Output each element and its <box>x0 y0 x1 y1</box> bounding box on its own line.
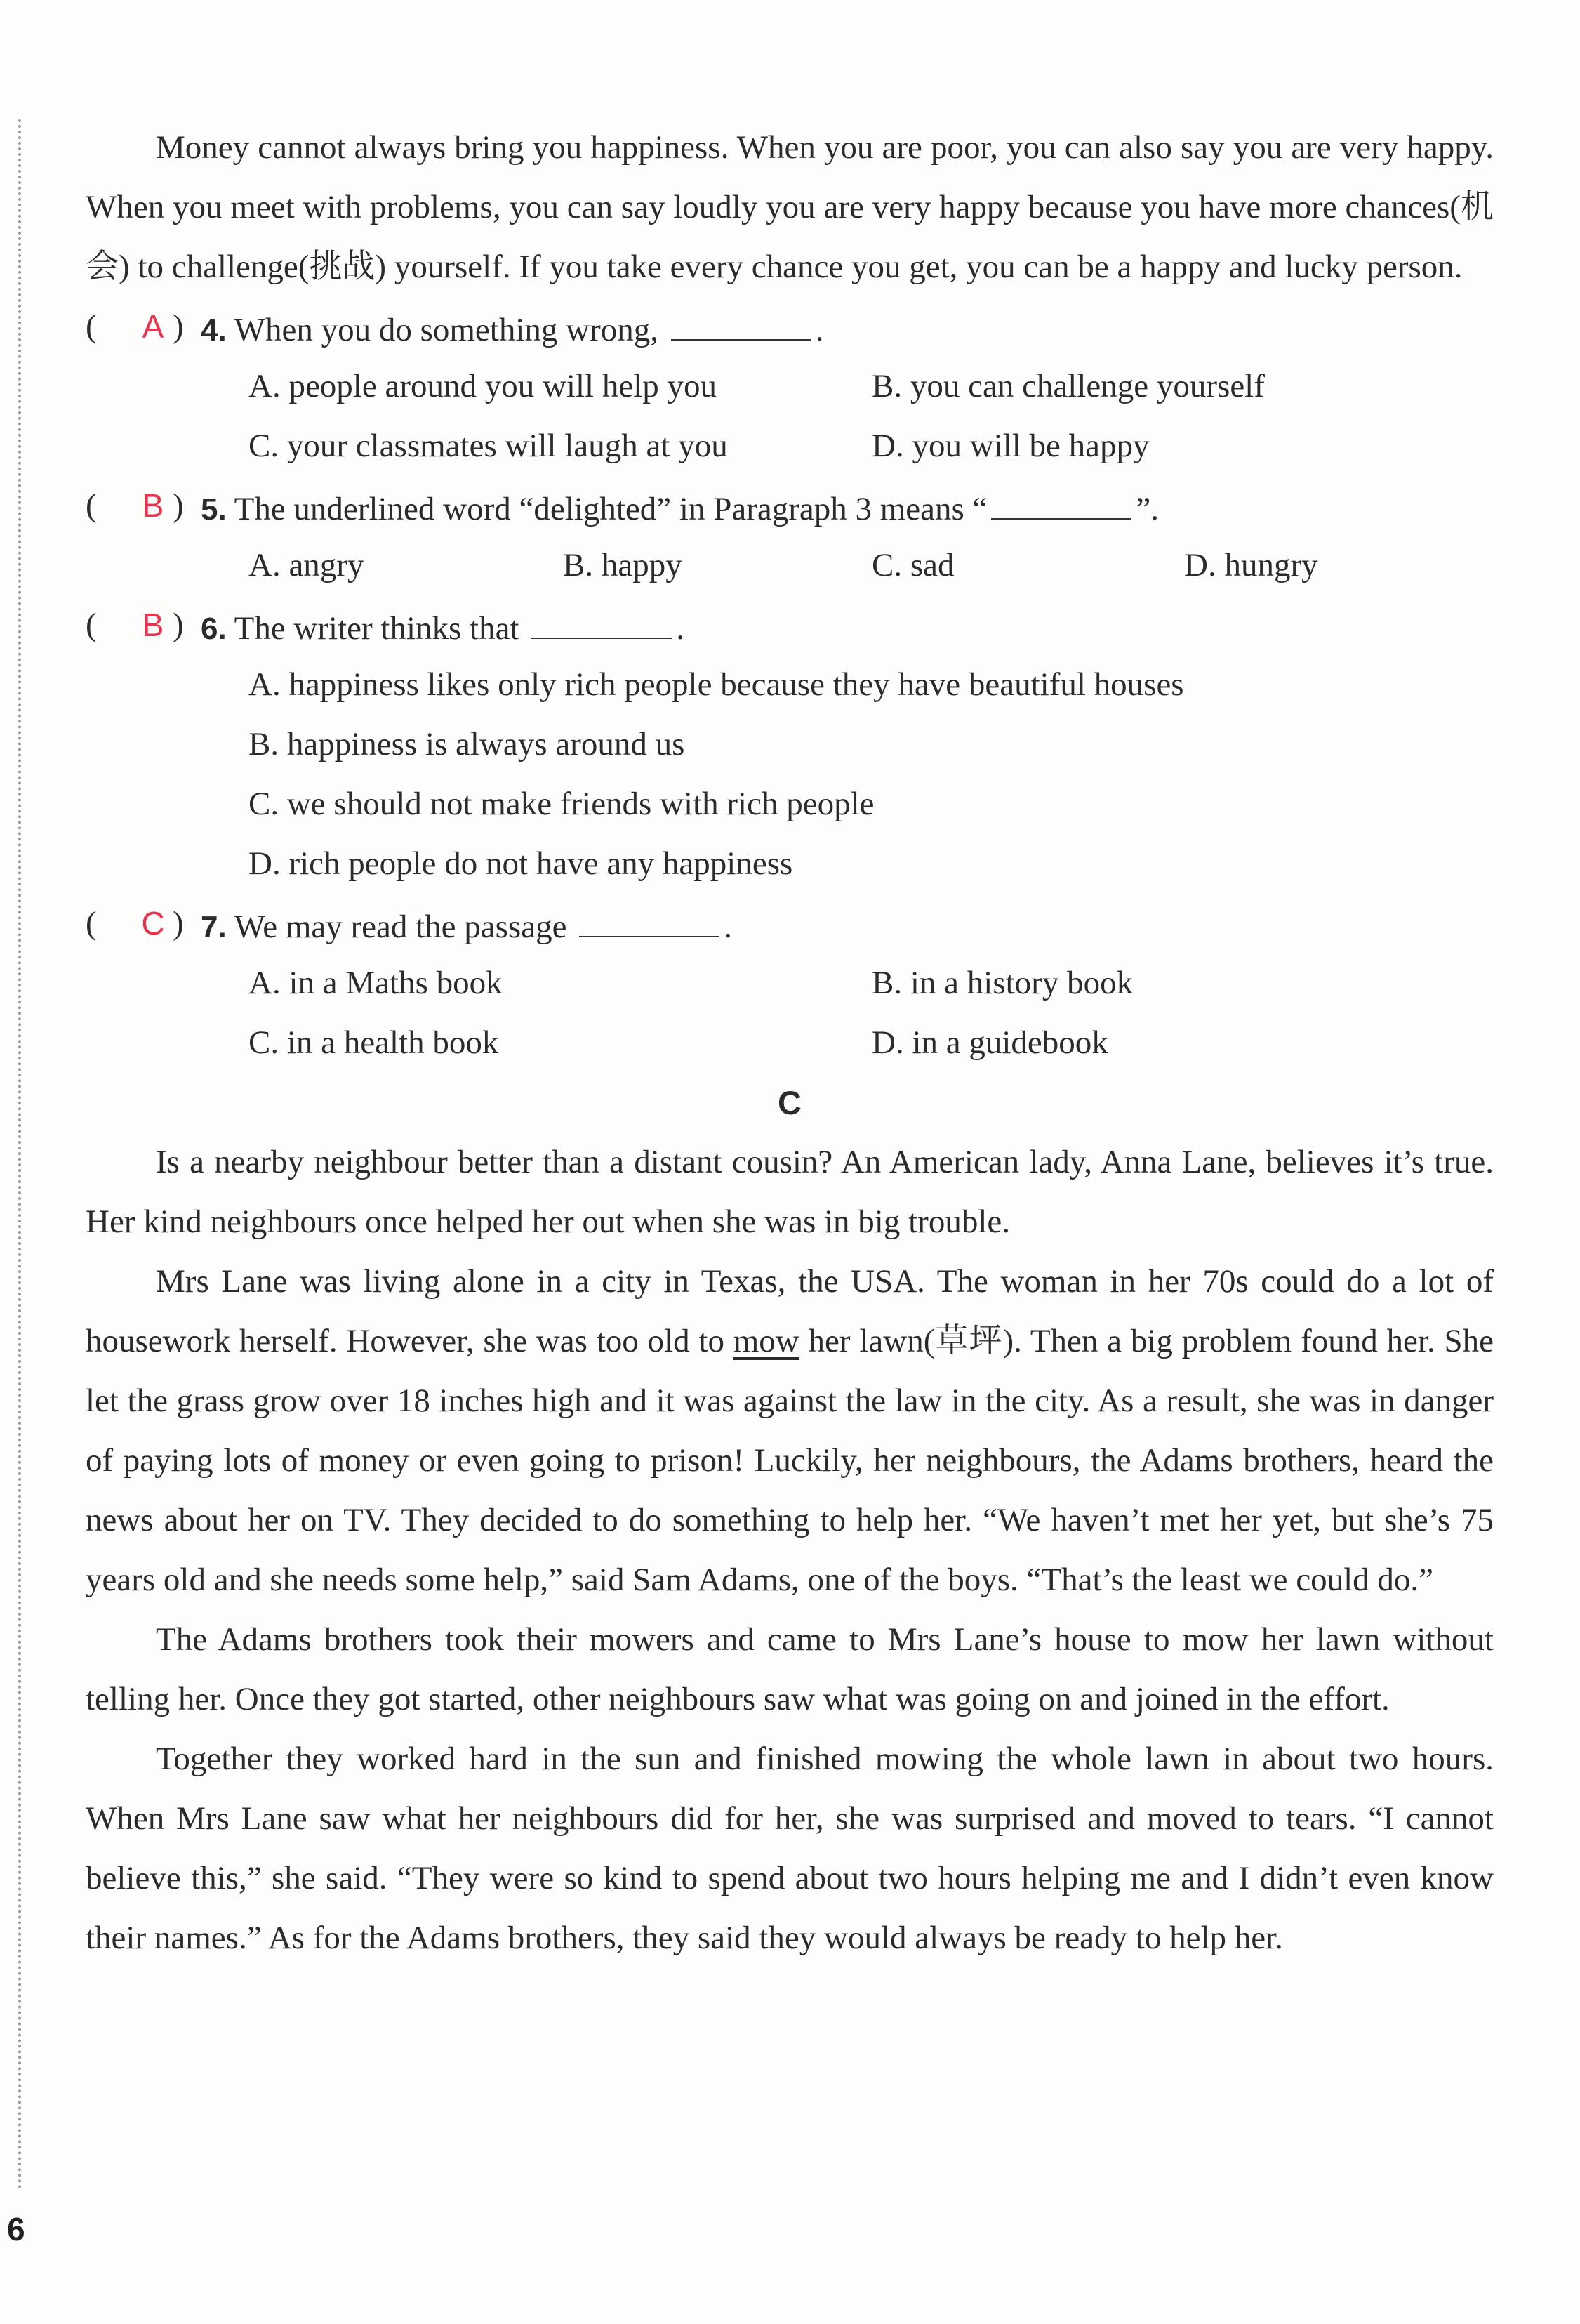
option-a: A. people around you will help you <box>248 368 717 404</box>
options-row <box>86 536 1494 595</box>
open-paren: ( <box>86 487 97 524</box>
option-d: D. rich people do not have any happiness <box>248 845 793 882</box>
option-c: C. in a health book <box>248 1024 499 1061</box>
question-5 <box>86 476 1494 536</box>
option-c: C. sad <box>872 547 955 583</box>
answer-mark-5: B <box>142 487 164 524</box>
question-number: 5. <box>201 492 227 527</box>
stem-end: . <box>724 909 732 945</box>
option-b: B. you can challenge yourself <box>872 368 1265 404</box>
question-stem-7 <box>201 894 732 957</box>
section-c-heading: C <box>778 1084 802 1121</box>
binding-dotted-line <box>18 119 21 2191</box>
options-row <box>86 774 1494 834</box>
question-stem-4 <box>201 297 824 360</box>
paragraph-text: her lawn(草坪). Then a big problem found her. She let the grass grow over 18 inches high and it was against the law in the city. As a result, she was in danger of paying lots of money or even going to prison! Luckily, her neighbours, the Adams brothers, heard the news about her on TV. They decided to do something to help her. “We haven’t met her yet, but she’s 75 years old and she needs some help,” said Sam Adams, one of the boys. “That’s the least we could do.” <box>86 1323 1494 1598</box>
open-paren: ( <box>86 905 97 942</box>
question-stem-5 <box>201 476 1159 539</box>
option-c: C. we should not make friends with rich people <box>248 786 875 822</box>
option-b: B. happiness is always around us <box>248 726 685 762</box>
underlined-word-mow: mow <box>733 1323 799 1359</box>
answer-mark-4: A <box>142 308 164 345</box>
option-a: A. happiness likes only rich people because they have beautiful houses <box>248 666 1184 703</box>
close-paren: ) <box>173 905 184 942</box>
options-row <box>86 416 1494 476</box>
open-paren: ( <box>86 607 97 643</box>
stem-text: The writer thinks that <box>234 610 519 647</box>
passage-b-final-paragraph: Money cannot always bring you happiness. When you are poor, you can also say you are very happy. When you meet with problems, you can say loudly you are very happy because you have more chances(机会) to challenge(挑战) yourself. If you take every chance you get, you can be a happy and lucky person. <box>86 129 1494 285</box>
close-paren: ) <box>173 487 184 524</box>
option-a: A. in a Maths book <box>248 965 503 1001</box>
options-row <box>86 357 1494 416</box>
stem-text: When you do something wrong, <box>234 312 658 348</box>
close-paren: ) <box>173 607 184 643</box>
question-number: 6. <box>201 612 227 646</box>
paragraph-text: Mrs Lane was living alone in a city in Texas, the USA. The woman in her 70s could do a lot of housework herself. However, she was too old to <box>86 1263 1494 1359</box>
options-row <box>86 834 1494 894</box>
option-c: C. your classmates will laugh at you <box>248 428 728 464</box>
stem-end: . <box>676 610 685 647</box>
section-c-paragraph-4: Together they worked hard in the sun and finished mowing the whole lawn in about two hours. When Mrs Lane saw what her neighbours did for her, she was surprised and moved to tears. “I cannot believe this,” she said. “They were so kind to spend about two hours helping me and I didn’t even know their names.” As for the Adams brothers, they said they would always be ready to help her. <box>86 1741 1494 1956</box>
stem-text: The underlined word “delighted” in Paragraph 3 means “ <box>234 491 988 527</box>
options-row <box>86 1013 1494 1073</box>
options-row <box>86 655 1494 715</box>
close-paren: ) <box>173 308 184 345</box>
worksheet-page <box>86 118 1494 1968</box>
option-a: A. angry <box>248 547 364 583</box>
section-c-paragraph-2 <box>86 1252 1494 1610</box>
question-stem-6 <box>201 595 684 659</box>
section-c-paragraph-3: The Adams brothers took their mowers and came to Mrs Lane’s house to mow her lawn without telling her. Once they got started, other neighbours saw what was going on and joined in the effort. <box>86 1621 1494 1717</box>
section-c-paragraph-1: Is a nearby neighbour better than a distant cousin? An American lady, Anna Lane, believes it’s true. Her kind neighbours once helped her out when she was in big trouble. <box>86 1144 1494 1240</box>
question-4 <box>86 297 1494 357</box>
open-paren: ( <box>86 308 97 345</box>
question-7 <box>86 894 1494 953</box>
options-row <box>86 953 1494 1013</box>
option-d: D. you will be happy <box>872 428 1150 464</box>
question-number: 7. <box>201 910 227 944</box>
stem-end: . <box>815 312 824 348</box>
option-d: D. in a guidebook <box>872 1024 1108 1061</box>
option-b: B. happy <box>563 547 682 583</box>
answer-blank <box>991 476 1131 520</box>
question-number: 4. <box>201 313 227 348</box>
option-b: B. in a history book <box>872 965 1134 1001</box>
answer-blank <box>531 595 672 639</box>
option-d: D. hungry <box>1184 547 1318 583</box>
answer-blank <box>579 894 719 937</box>
answer-mark-7: C <box>141 905 165 942</box>
page-number: 6 <box>7 2211 25 2247</box>
stem-text: We may read the passage <box>234 909 567 945</box>
answer-mark-6: B <box>142 607 164 643</box>
question-6 <box>86 595 1494 655</box>
answer-blank <box>671 297 811 341</box>
stem-end: ”. <box>1136 491 1160 527</box>
options-row <box>86 715 1494 774</box>
